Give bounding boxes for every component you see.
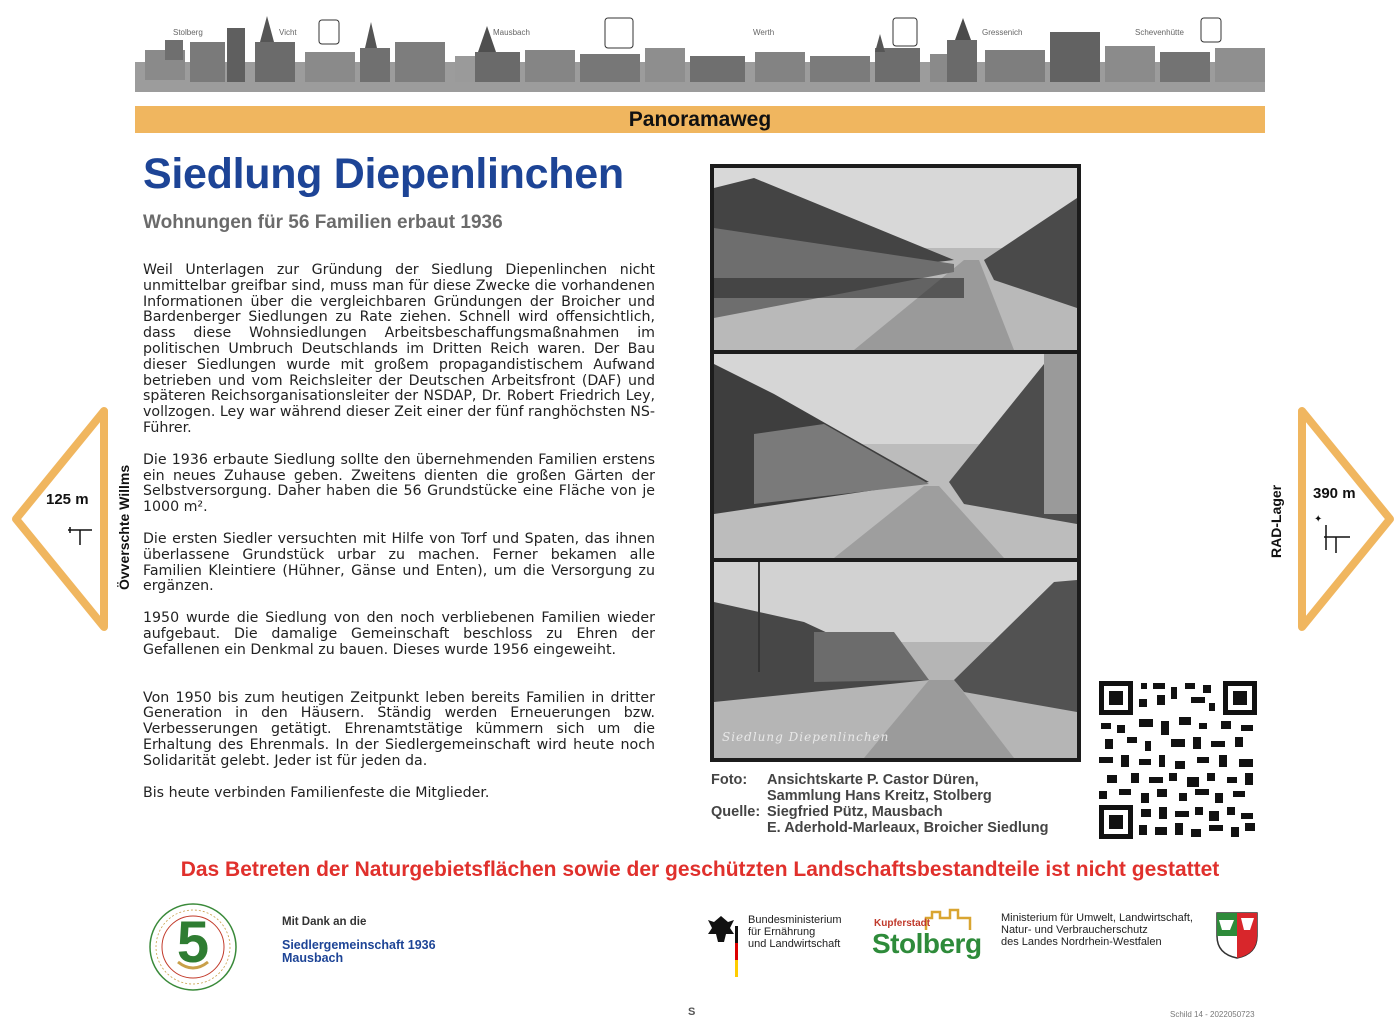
arrow-right-icon [1296,405,1396,633]
credit-quelle-label: Quelle: [711,804,761,820]
page-title: Siedlung Diepenlinchen [143,150,624,198]
photo-pane-middle [714,354,1077,558]
town-label-gressenich: Gressenich [982,28,1023,37]
arrow-left-icon [10,405,110,633]
credit-foto-line-1: Ansichtskarte P. Castor Düren, [767,772,979,788]
nav-right-label: RAD-Lager [1268,484,1284,558]
org-line-2: Mausbach [282,951,344,965]
org-line-1: Siedlergemeinschaft 1936 [282,938,436,952]
photo-pane-top [714,168,1077,350]
stolberg-logo [870,906,980,966]
nrw-shield-icon [1214,910,1260,960]
town-label-stolberg: Stolberg [173,28,203,37]
photo-caption: Siedlung Diepenlinchen [722,730,890,744]
stolberg-small-text: Kupferstadt [874,918,931,929]
sign-id: Schild 14 - 2022050723 [1170,1010,1255,1019]
skyline-illustration [135,12,1265,92]
stolberg-big-text: Stolberg [872,928,982,959]
historic-photo [710,164,1081,762]
credit-quelle-line-2: E. Aderhold-Marleaux, Broicher Siedlung [767,820,1049,836]
bmel-logo [704,912,738,978]
nrw-line-3: des Landes Nordrhein-Westfalen [1001,936,1162,948]
access-warning: Das Betreten der Naturgebietsflächen sowie der geschützten Landschaftsbestandteile ist nicht gestattet [180,858,1220,881]
paragraph: Von 1950 bis zum heutigen Zeitpunkt leben bereits Familien in dritter Generation in den Häusern. Ständig werden Erneuerungen bzw. Verbesserungen getätigt. Ehrenamtstätige kümmern sich um die Erhaltung des Ehrenmals. In der Siedlergemeinschaft wird heute noch Solidarität gelebt. Jeder ist für jeden da. [143,689,655,769]
nrw-line-1: Ministerium für Umwelt, Landwirtschaft, [1001,912,1193,924]
thanks-text: Mit Dank an die [282,916,367,928]
photo-pane-bottom [714,562,1077,758]
paragraph: Die ersten Siedler versuchten mit Hilfe von Torf und Spaten, das ihnen überlassene Grundstück urbar zu machen. Ferner bekamen alle Familien Kleintiere (Hühner, Gänse und Enten), um die Versorgung zu ergänzen. [143,530,655,595]
town-label-schevenhuette: Schevenhütte [1135,28,1184,37]
qr-code-graphic [1099,681,1257,839]
town-label-vicht: Vicht [279,28,297,37]
paragraph: Bis heute verbinden Familienfeste die Mitglieder. [143,784,490,801]
federal-eagle-icon [704,912,738,978]
body-text [143,263,655,817]
town-label-mausbach: Mausbach [493,28,530,37]
archive-badge-logo [148,902,238,992]
page-subtitle: Wohnungen für 56 Familien erbaut 1936 [143,212,503,233]
qr-code[interactable] [1099,681,1257,839]
badge-number: 5 [176,910,210,975]
nrw-coat-of-arms [1214,910,1260,960]
route-title-bar [135,106,1265,133]
bmel-line-3: und Landwirtschaft [748,938,841,950]
paragraph: Weil Unterlagen zur Gründung der Siedlung Diepenlinchen nicht unmittelbar greifbar sind, muss man für diese Zwecke die vorhandenen Informationen über die vergleichbaren Gründungen der Broicher und Bardenberger Siedlungen zu Rate ziehen. Schnell wird offensichtlich, dass diese Wohnsiedlungen Arbeitsbeschaffungsmaßnahmen im politischen Umbruch Deutschlands im Dritten Reich waren. Der Bau dieser Siedlungen wurde mit großem propagandistischem Aufwand betrieben und vom Reichsleiter der Deutschen Arbeitsfront (DAF) und späteren Reichsorganisationsleiter der NSDAP, Dr. Robert Friedrich Ley, vollzogen. Ley war während dieser Zeit einer der fünf ranghöchsten NS-Führer. [143,262,655,436]
bmel-line-1: Bundesministerium [748,914,842,926]
nav-arrow-left[interactable] [10,405,110,633]
nav-left-distance: 125 m [46,491,89,508]
bmel-line-2: für Ernährung [748,926,816,938]
route-title: Panoramaweg [628,108,772,131]
nav-right-distance: 390 m [1313,485,1356,502]
credit-foto-label: Foto: [711,772,748,788]
nrw-line-2: Natur- und Verbraucherschutz [1001,924,1148,936]
paragraph: 1950 wurde die Siedlung von den noch verbliebenen Familien wieder aufgebaut. Die damalige Gemeinschaft beschloss zu Ehren der Gefallenen ein Denkmal zu bauen. Dieses wurde 1956 eingeweiht. [143,610,655,658]
svg-text:✦: ✦ [1314,514,1323,525]
credit-foto-line-2: Sammlung Hans Kreitz, Stolberg [767,788,992,804]
skyline-banner [135,12,1265,92]
page-mark: S [688,1006,696,1018]
paragraph: Die 1936 erbaute Siedlung sollte den übernehmenden Familien erstens ein neues Zuhause geben. Zweitens dienten die großen Gärten der Selbstversorgung. Daher haben die 56 Grundstücke eine Fläche von je 1000 m². [143,451,655,516]
nav-arrow-right[interactable] [1296,405,1396,633]
nav-left-label: Övverschte Willms [116,464,132,590]
town-label-werth: Werth [753,28,775,37]
credit-quelle-line-1: Siegfried Pütz, Mausbach [767,804,943,820]
